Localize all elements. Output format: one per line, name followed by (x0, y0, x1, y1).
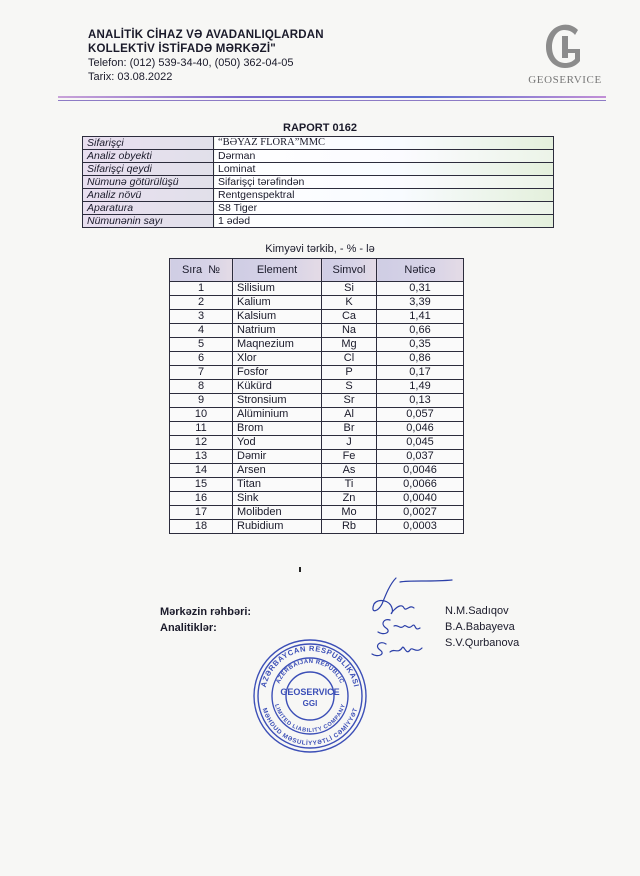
element-symbol: Rb (322, 520, 377, 534)
table-row (170, 492, 464, 506)
row-number: 11 (170, 422, 233, 436)
stamp-center-code: GGI (302, 699, 318, 708)
element-symbol: P (322, 366, 377, 380)
row-number: 14 (170, 464, 233, 478)
result-value: 3,39 (377, 296, 464, 310)
element-symbol: Ti (322, 478, 377, 492)
info-label: Aparatura (83, 202, 214, 215)
header-symbol: Simvol (322, 259, 377, 282)
element-name: Sink (233, 492, 322, 506)
date-line: Tarix: 03.08.2022 (88, 71, 173, 83)
element-name: Arsen (233, 464, 322, 478)
row-number: 15 (170, 478, 233, 492)
logo-text: GEOSERVICE (528, 74, 602, 86)
table-row (170, 394, 464, 408)
header-no: № (208, 264, 221, 276)
element-name: Maqnezium (233, 338, 322, 352)
info-row (83, 150, 554, 163)
element-symbol: Na (322, 324, 377, 338)
result-value: 0,045 (377, 436, 464, 450)
element-symbol: Zn (322, 492, 377, 506)
organization-header (88, 28, 324, 84)
report-title: RAPORT 0162 (283, 122, 357, 134)
row-number: 8 (170, 380, 233, 394)
org-name-line1: ANALİTİK CİHAZ VƏ AVADANLIQLARDAN (88, 29, 324, 41)
result-value: 0,0046 (377, 464, 464, 478)
element-symbol: Al (322, 408, 377, 422)
result-value: 0,17 (377, 366, 464, 380)
row-number: 13 (170, 450, 233, 464)
result-value: 0,66 (377, 324, 464, 338)
table-row (170, 380, 464, 394)
element-symbol: Fe (322, 450, 377, 464)
element-name: Xlor (233, 352, 322, 366)
header-divider-thin (58, 100, 606, 101)
info-row (83, 163, 554, 176)
element-name: Alüminium (233, 408, 322, 422)
row-number: 6 (170, 352, 233, 366)
header-sira: Sıra (181, 264, 203, 276)
info-row (83, 215, 554, 228)
head-label: Mərkəzin rəhbəri: (160, 606, 252, 618)
signature-labels (160, 604, 251, 636)
result-value: 0,0027 (377, 506, 464, 520)
table-row (170, 324, 464, 338)
result-value: 0,31 (377, 282, 464, 296)
order-info-table (82, 136, 554, 228)
result-value: 0,046 (377, 422, 464, 436)
row-number: 9 (170, 394, 233, 408)
element-symbol: Sr (322, 394, 377, 408)
table-row (170, 506, 464, 520)
info-value: 1 ədəd (214, 215, 554, 228)
row-number: 12 (170, 436, 233, 450)
element-name: Titan (233, 478, 322, 492)
result-value: 1,49 (377, 380, 464, 394)
element-symbol: K (322, 296, 377, 310)
element-name: Brom (233, 422, 322, 436)
table-row (170, 338, 464, 352)
name-head: N.M.Sadıqov (445, 605, 509, 617)
signatory-names (445, 603, 519, 651)
result-value: 0,0040 (377, 492, 464, 506)
info-value: Rentgenspektral (214, 189, 554, 202)
analysts-label: Analitiklər: (160, 622, 217, 634)
composition-header-row (170, 259, 464, 282)
info-label: Nümunə götürülüşü (83, 176, 214, 189)
result-value: 0,037 (377, 450, 464, 464)
info-row (83, 202, 554, 215)
row-number: 18 (170, 520, 233, 534)
table-row (170, 436, 464, 450)
geoservice-g-logo-icon (542, 22, 588, 72)
company-stamp (251, 637, 369, 755)
result-value: 0,35 (377, 338, 464, 352)
header-result: Nəticə (377, 259, 464, 282)
element-name: Silisium (233, 282, 322, 296)
info-label: Sifarişçi qeydi (83, 163, 214, 176)
mark-dot (299, 567, 301, 572)
element-symbol: Br (322, 422, 377, 436)
table-row (170, 408, 464, 422)
name-analyst-2: S.V.Qurbanova (445, 637, 520, 649)
header-element: Element (233, 259, 322, 282)
result-value: 0,86 (377, 352, 464, 366)
info-label: Analiz növü (83, 189, 214, 202)
composition-title: Kimyəvi tərkib, - % - lə (265, 243, 375, 255)
info-label: Sifarişçi (83, 137, 214, 150)
element-name: Rubidium (233, 520, 322, 534)
row-number: 10 (170, 408, 233, 422)
table-row (170, 310, 464, 324)
element-name: Dəmir (233, 450, 322, 464)
result-value: 1,41 (377, 310, 464, 324)
row-number: 16 (170, 492, 233, 506)
info-value: “BƏYAZ FLORA”MMC (214, 137, 554, 150)
table-row (170, 478, 464, 492)
info-value: Sifarişçi tərəfindən (214, 176, 554, 189)
name-analyst-1: B.A.Babayeva (445, 621, 515, 633)
result-value: 0,13 (377, 394, 464, 408)
element-name: Kükürd (233, 380, 322, 394)
row-number: 7 (170, 366, 233, 380)
header-sira-no (170, 259, 233, 282)
table-row (170, 450, 464, 464)
info-value: Dərman (214, 150, 554, 163)
row-number: 2 (170, 296, 233, 310)
row-number: 3 (170, 310, 233, 324)
info-row (83, 137, 554, 150)
table-row (170, 366, 464, 380)
element-name: Kalium (233, 296, 322, 310)
table-row (170, 282, 464, 296)
element-name: Molibden (233, 506, 322, 520)
element-symbol: Ca (322, 310, 377, 324)
result-value: 0,0003 (377, 520, 464, 534)
element-symbol: S (322, 380, 377, 394)
table-row (170, 352, 464, 366)
stamp-inner-top: AZERBAIJAN REPUBLIC (275, 658, 345, 685)
table-row (170, 296, 464, 310)
element-symbol: Mg (322, 338, 377, 352)
table-row (170, 464, 464, 478)
row-number: 4 (170, 324, 233, 338)
info-value: S8 Tiger (214, 202, 554, 215)
stamp-outer-bottom: MƏHDUD MƏSULİYYƏTLİ CƏMİYYƏT (260, 707, 360, 748)
info-row (83, 189, 554, 202)
element-name: Stronsium (233, 394, 322, 408)
table-row (170, 422, 464, 436)
composition-table (169, 258, 464, 534)
stamp-inner-bottom: LIMITED LIABILITY COMPANY (272, 703, 348, 735)
company-logo (520, 22, 610, 92)
element-symbol: Mo (322, 506, 377, 520)
org-name-line2: KOLLEKTİV İSTİFADƏ MƏRKƏZİ" (88, 43, 276, 55)
stamp-center-name: GEOSERVICE (280, 687, 340, 697)
stamp-outer-text: AZƏRBAYCAN RESPUBLİKASI (258, 643, 362, 689)
element-name: Natrium (233, 324, 322, 338)
result-value: 0,057 (377, 408, 464, 422)
row-number: 1 (170, 282, 233, 296)
info-value: Lominat (214, 163, 554, 176)
svg-text:LIMITED LIABILITY COMPANY (273, 703, 347, 734)
element-symbol: J (322, 436, 377, 450)
row-number: 17 (170, 506, 233, 520)
element-symbol: Cl (322, 352, 377, 366)
element-name: Fosfor (233, 366, 322, 380)
info-label: Analiz obyekti (83, 150, 214, 163)
element-symbol: Si (322, 282, 377, 296)
table-row (170, 520, 464, 534)
info-label: Nümunənin sayı (83, 215, 214, 228)
result-value: 0,0066 (377, 478, 464, 492)
row-number: 5 (170, 338, 233, 352)
phone-line: Telefon: (012) 539-34-40, (050) 362-04-05 (88, 57, 294, 69)
element-name: Kalsium (233, 310, 322, 324)
element-name: Yod (233, 436, 322, 450)
element-symbol: As (322, 464, 377, 478)
header-divider (58, 96, 606, 98)
info-row (83, 176, 554, 189)
